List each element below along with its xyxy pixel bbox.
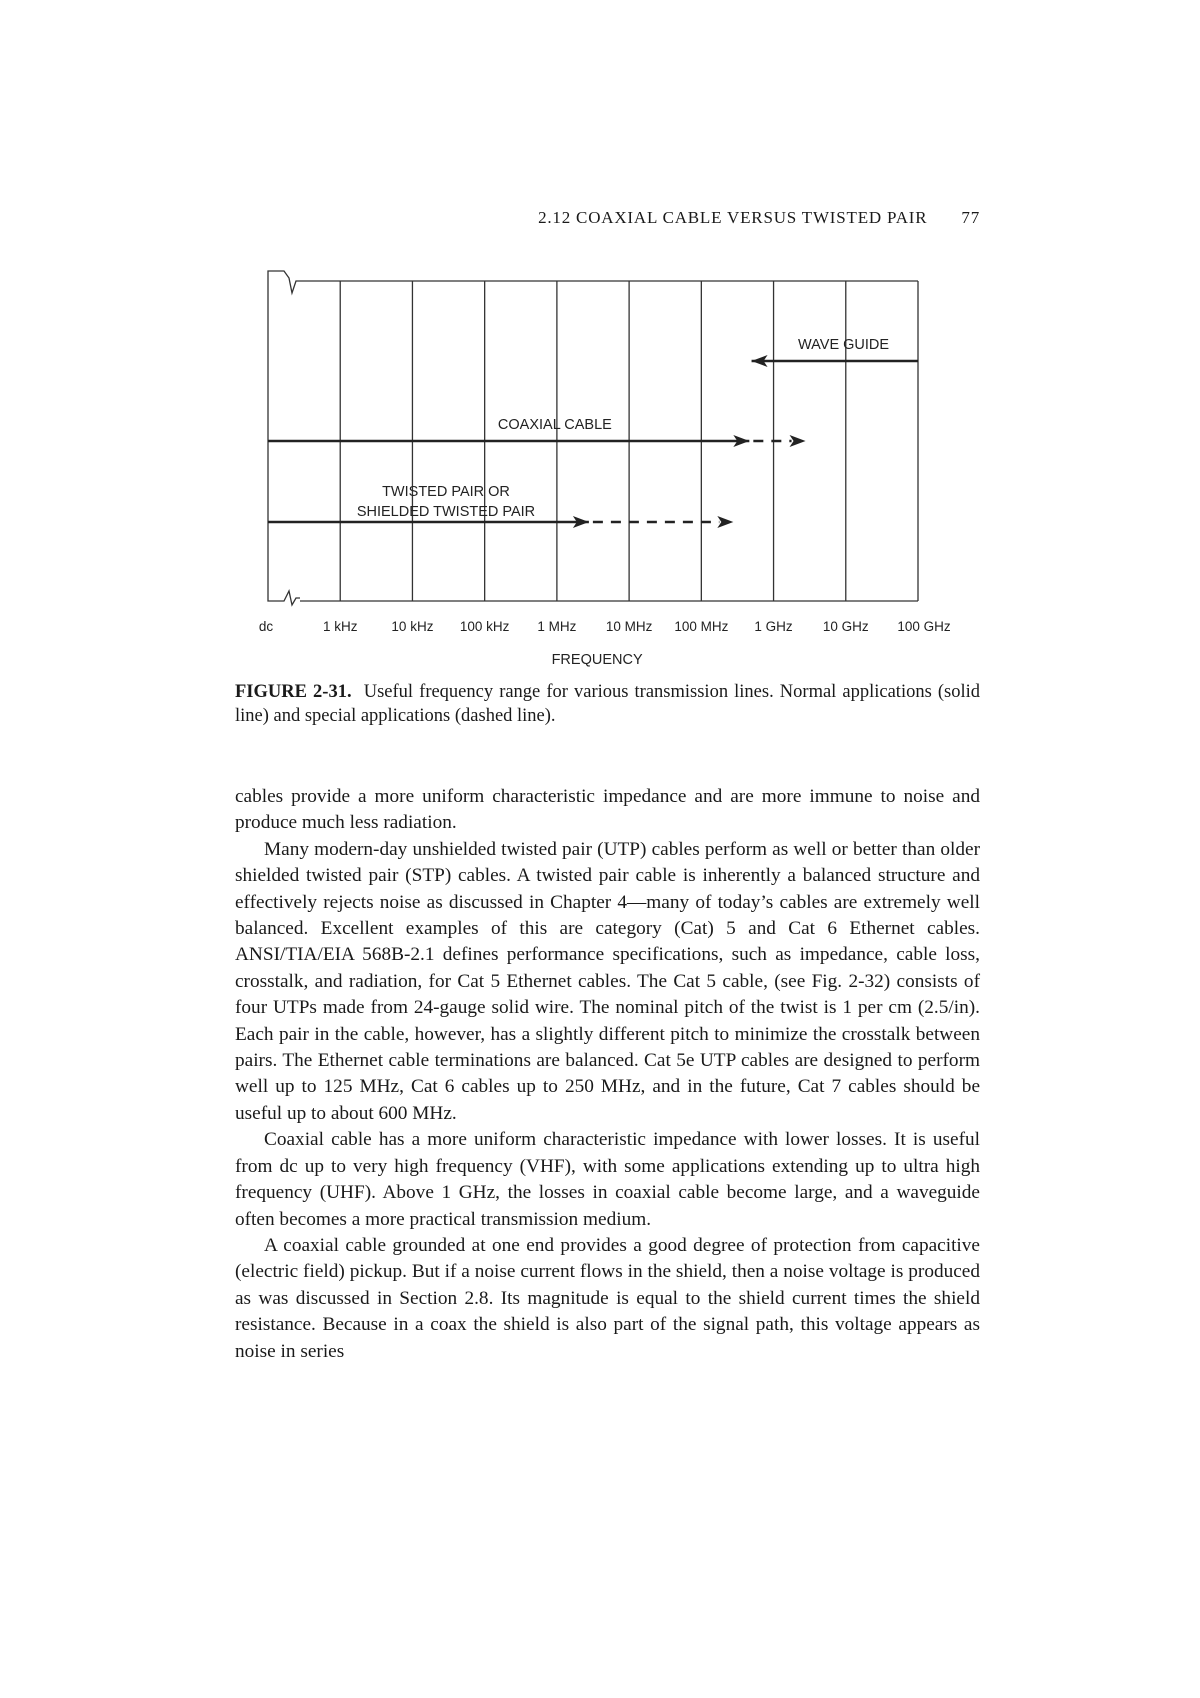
x-axis-label: FREQUENCY bbox=[551, 652, 643, 668]
tick-label-1: 1 kHz bbox=[322, 619, 358, 634]
series-1-special-arrow bbox=[790, 435, 806, 447]
tick-label-2: 10 kHz bbox=[391, 619, 434, 634]
page-number: 77 bbox=[961, 208, 980, 227]
tick-label-5: 10 MHz bbox=[605, 619, 653, 634]
chart-labels bbox=[259, 337, 951, 668]
tick-label-4: 1 MHz bbox=[537, 619, 577, 634]
tick-label-0: dc bbox=[258, 619, 274, 634]
paragraph-4: A coaxial cable grounded at one end provides a good degree of protection from capacitive (electric field) pickup. But if a noise current flows in the shield, then a noise voltage is produced as was discussed in Section 2.8. Its magnitude is equal to the shield current times the shield resistance. Because in a coax the shield is also part of the signal path, this voltage appears as noise in series bbox=[235, 1234, 980, 1362]
tick-label-8: 10 GHz bbox=[822, 619, 869, 634]
chart-grid bbox=[268, 271, 918, 605]
twisted-pair-label-1: TWISTED PAIR OR bbox=[382, 484, 510, 500]
figure-caption bbox=[235, 680, 980, 728]
paragraph-2: Many modern-day unshielded twisted pair (UTP) cables perform as well or better than older shielded twisted pair (STP) cables. A twisted pair cable is inherently a balanced structure and effectively rejects noise as discussed in Chapter 4—many of today’s cables are extremely well balanced. Excellent examples of this are category (Cat) 5 and Cat 6 Ethernet cables. ANSI/TIA/EIA 568B-2.1 defines performance specifications, such as impedance, cable loss, crosstalk, and radiation, for Cat 5 Ethernet cables. The Cat 5 cable, (see Fig. 2-32) consists of four UTPs made from 24-gauge solid wire. The nominal pitch of the twist is 1 per cm (2.5/in). Each pair in the cable, however, has a slightly different pitch to minimize the crosstalk between pairs. The Ethernet cable terminations are balanced. Cat 5e UTP cables are designed to perform well up to 125 MHz, Cat 6 cables up to 250 MHz, and in the future, Cat 7 cables should be useful up to about 600 MHz. bbox=[235, 838, 980, 1124]
tick-label-6: 100 MHz bbox=[674, 619, 729, 634]
range-lines bbox=[268, 355, 918, 528]
body-text bbox=[235, 784, 980, 1365]
tick-label-9: 100 GHz bbox=[897, 619, 951, 634]
twisted-pair-label-2: SHIELDED TWISTED PAIR bbox=[356, 504, 536, 520]
paragraph-1: cables provide a more uniform characteristic impedance and are more immune to noise and produce much less radiation. bbox=[235, 786, 980, 834]
caption-text: Useful frequency range for various transmission lines. Normal applications (solid line) and special applications (dashed line). bbox=[235, 682, 981, 726]
waveguide-label: WAVE GUIDE bbox=[798, 337, 890, 353]
caption-label: FIGURE 2-31. bbox=[235, 682, 352, 702]
bottom-break-symbol bbox=[268, 591, 300, 605]
frequency-range-figure bbox=[0, 0, 1200, 700]
paragraph-3: Coaxial cable has a more uniform characteristic impedance with lower losses. It is useful from dc up to very high frequency (VHF), with some applications extending up to ultra high frequency (UHF). Above 1 GHz, the losses in coaxial cable become large, and a waveguide often becomes a more practical transmission medium. bbox=[235, 1129, 980, 1230]
section-title: 2.12 COAXIAL CABLE VERSUS TWISTED PAIR bbox=[538, 208, 928, 227]
top-break-symbol bbox=[268, 271, 300, 293]
coax-label: COAXIAL CABLE bbox=[497, 417, 612, 433]
tick-label-7: 1 GHz bbox=[754, 619, 793, 634]
tick-label-3: 100 kHz bbox=[459, 619, 510, 634]
series-2-special-arrow bbox=[717, 516, 733, 528]
